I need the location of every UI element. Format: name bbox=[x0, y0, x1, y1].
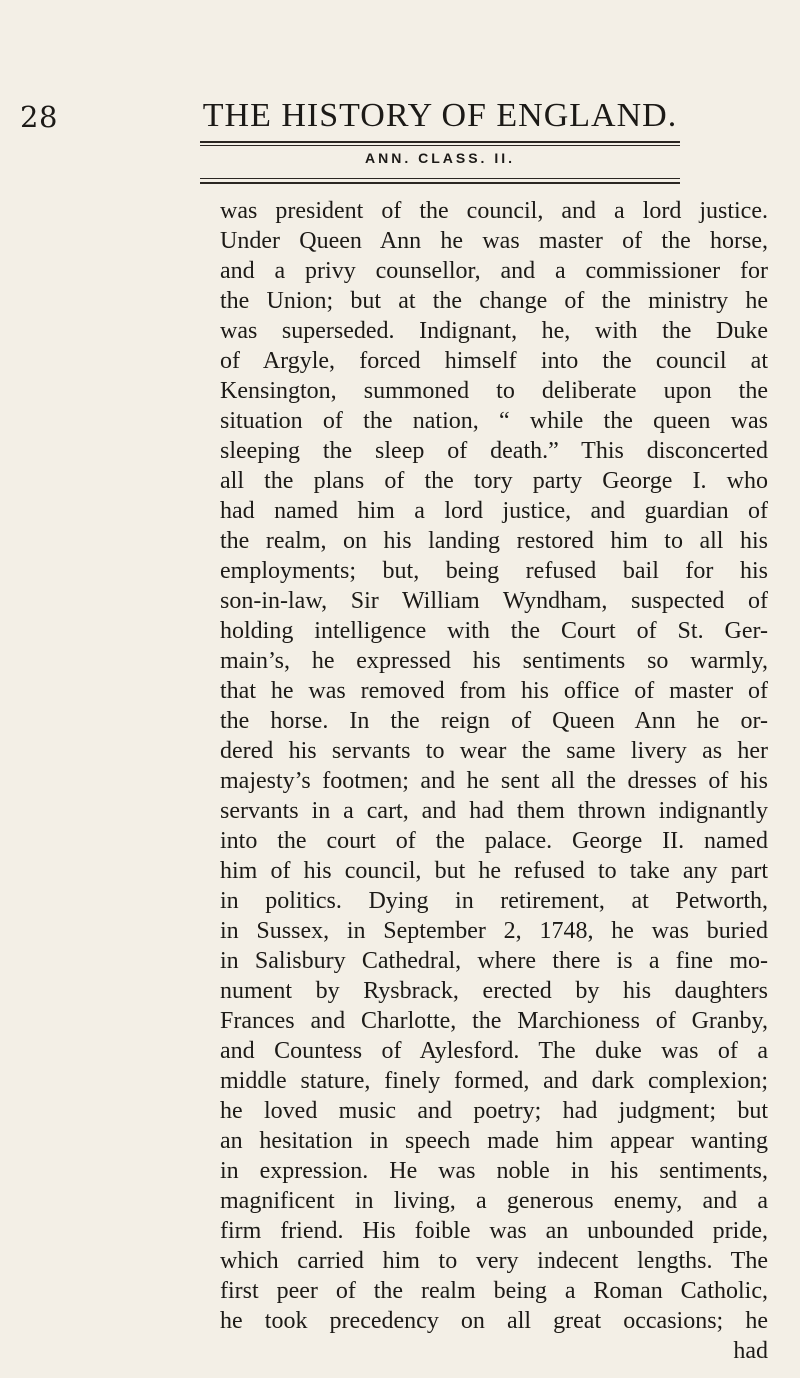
catchword: had bbox=[733, 1338, 768, 1364]
text-line: the Union; but at the change of the ministry he bbox=[220, 288, 768, 314]
text-line: firm friend. His foible was an unbounded pride, bbox=[220, 1218, 768, 1244]
page-number: 28 bbox=[20, 100, 58, 134]
text-line: was superseded. Indignant, he, with the Duke bbox=[220, 318, 768, 344]
text-line: in politics. Dying in retirement, at Petworth, bbox=[220, 888, 768, 914]
text-line: he took precedency on all great occasions; he bbox=[220, 1308, 768, 1334]
text-line: Frances and Charlotte, the Marchioness of Granby, bbox=[220, 1008, 768, 1034]
text-line: into the court of the palace. George II. named bbox=[220, 828, 768, 854]
class-label: ANN. CLASS. II. bbox=[364, 150, 515, 166]
text-line: all the plans of the tory party George I. who bbox=[220, 468, 768, 494]
text-line: dered his servants to wear the same livery as her bbox=[220, 738, 768, 764]
text-line: majesty’s footmen; and he sent all the dresses of his bbox=[220, 768, 768, 794]
text-line: had named him a lord justice, and guardian of bbox=[220, 498, 768, 524]
text-line: he loved music and poetry; had judgment; but bbox=[220, 1098, 768, 1124]
text-line: servants in a cart, and had them thrown indignantly bbox=[220, 798, 768, 824]
text-line: in expression. He was noble in his sentiments, bbox=[220, 1158, 768, 1184]
running-title: THE HISTORY OF ENGLAND. bbox=[202, 97, 678, 134]
text-line: that he was removed from his office of master of bbox=[220, 678, 768, 704]
text-line: which carried him to very indecent lengths. The bbox=[220, 1248, 768, 1274]
text-line: was president of the council, and a lord justice. bbox=[220, 198, 768, 224]
text-line: him of his council, but he refused to take any part bbox=[220, 858, 768, 884]
text-line: main’s, he expressed his sentiments so warmly, bbox=[220, 648, 768, 674]
text-line: Under Queen Ann he was master of the horse, bbox=[220, 228, 768, 254]
text-line: son-in-law, Sir William Wyndham, suspected of bbox=[220, 588, 768, 614]
text-line: holding intelligence with the Court of St. Ger- bbox=[220, 618, 768, 644]
text-line: the realm, on his landing restored him to all his bbox=[220, 528, 768, 554]
text-line: Kensington, summoned to deliberate upon the bbox=[220, 378, 768, 404]
header-rule-bottom bbox=[200, 182, 680, 184]
body-text bbox=[220, 196, 768, 1366]
text-line: magnificent in living, a generous enemy, and a bbox=[220, 1188, 768, 1214]
header-rule-top bbox=[200, 141, 680, 143]
text-line: an hesitation in speech made him appear wanting bbox=[220, 1128, 768, 1154]
text-line: first peer of the realm being a Roman Catholic, bbox=[220, 1278, 768, 1304]
text-line: employments; but, being refused bail for his bbox=[220, 558, 768, 584]
text-line: in Salisbury Cathedral, where there is a fine mo- bbox=[220, 948, 768, 974]
text-line: sleeping the sleep of death.” This disconcerted bbox=[220, 438, 768, 464]
text-line: and a privy counsellor, and a commissioner for bbox=[220, 258, 768, 284]
header-rule-bottom-thin bbox=[200, 178, 680, 179]
text-line: the horse. In the reign of Queen Ann he or- bbox=[220, 708, 768, 734]
text-line: nument by Rysbrack, erected by his daughters bbox=[220, 978, 768, 1004]
text-line: and Countess of Aylesford. The duke was of a bbox=[220, 1038, 768, 1064]
text-line: of Argyle, forced himself into the council at bbox=[220, 348, 768, 374]
text-line: situation of the nation, “ while the queen was bbox=[220, 408, 768, 434]
text-line: in Sussex, in September 2, 1748, he was buried bbox=[220, 918, 768, 944]
text-line: middle stature, finely formed, and dark complexion; bbox=[220, 1068, 768, 1094]
header-rule-top-thin bbox=[200, 145, 680, 146]
